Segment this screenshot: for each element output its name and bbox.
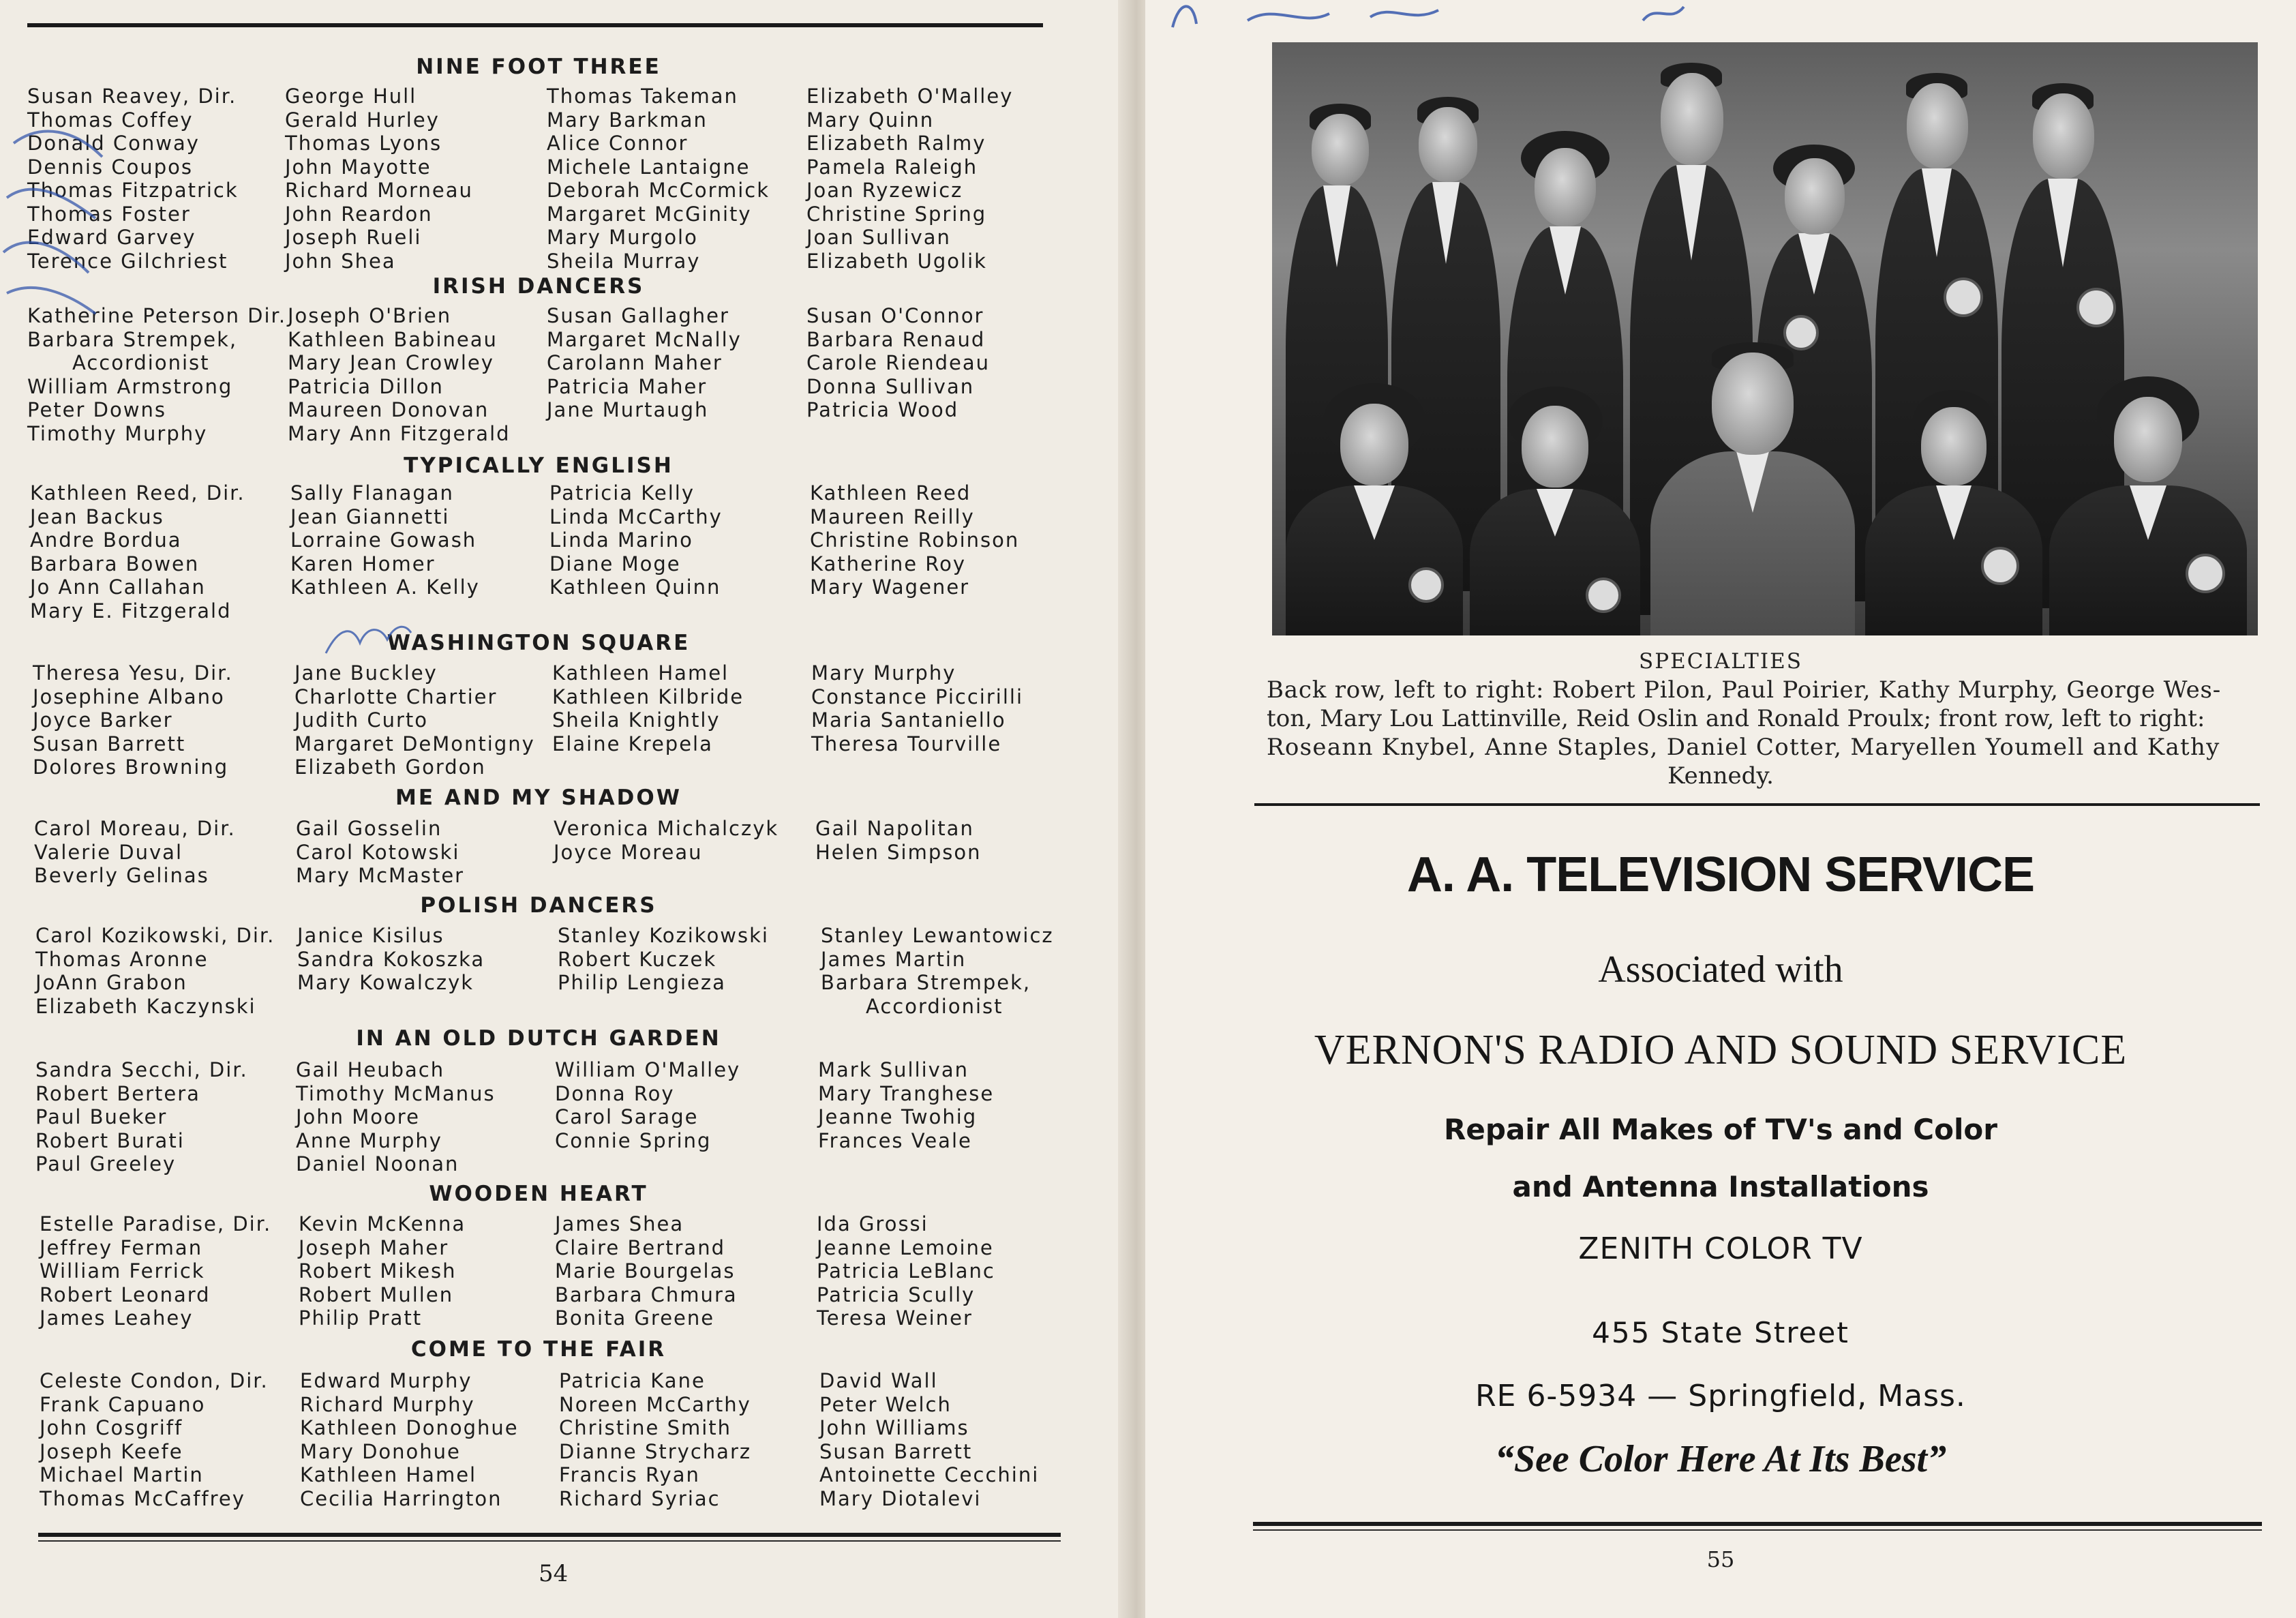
member-name: Beverly Gelinas xyxy=(34,864,209,887)
member-name: David Wall xyxy=(819,1369,938,1392)
member-name: Gail Gosselin xyxy=(296,817,442,840)
member-name: Kathleen Reed, Dir. xyxy=(30,481,245,505)
member-name: Susan Barrett xyxy=(819,1439,973,1463)
member-name: Margaret McGinity xyxy=(547,202,752,226)
member-name: Karen Homer xyxy=(290,552,436,575)
member-name: Dennis Coupos xyxy=(27,155,193,179)
member-name: Robert Bertera xyxy=(35,1081,200,1105)
section-title: NINE FOOT THREE xyxy=(416,55,661,79)
member-name: Katherine Peterson Dir. xyxy=(27,304,287,327)
member-name: Mary McMaster xyxy=(296,864,465,887)
member-name: Mary Diotalevi xyxy=(819,1486,982,1510)
name-column xyxy=(35,924,275,1018)
member-name: Maureen Donovan xyxy=(288,398,489,421)
member-name: Michele Lantaigne xyxy=(547,155,751,179)
member-name: Robert Kuczek xyxy=(558,947,717,971)
member-name: Richard Syriac xyxy=(559,1486,721,1510)
member-name: Kathleen Babineau xyxy=(288,327,498,351)
member-name: Joseph Maher xyxy=(299,1235,449,1259)
member-name: Mary Quinn xyxy=(806,108,935,132)
section-title: IRISH DANCERS xyxy=(432,274,645,299)
bottom-rule xyxy=(38,1533,1061,1537)
member-name: Ida Grossi xyxy=(817,1212,928,1235)
member-name: Robert Mullen xyxy=(299,1283,454,1306)
member-name: Peter Welch xyxy=(819,1392,952,1416)
bottom-rule-thin xyxy=(1253,1529,2262,1531)
member-name: George Hull xyxy=(285,85,417,108)
section-title: TYPICALLY ENGLISH xyxy=(404,453,674,478)
name-column xyxy=(811,661,1023,755)
member-name: Sandra Secchi, Dir. xyxy=(35,1058,248,1081)
member-name: Joyce Moreau xyxy=(554,840,703,864)
member-name: Susan Gallagher xyxy=(547,304,729,327)
member-name: Elizabeth Kaczynski xyxy=(35,994,256,1018)
member-name: Marie Bourgelas xyxy=(555,1259,736,1283)
member-name: Maria Santaniello xyxy=(811,708,1006,732)
member-name: Stanley Lewantowicz xyxy=(821,924,1054,947)
member-name: Donna Sullivan xyxy=(806,374,975,398)
person-front-5 xyxy=(2049,376,2247,635)
photo-caption-line-4: Kennedy. xyxy=(1667,762,1774,790)
ad-title: A. A. TELEVISION SERVICE xyxy=(1406,848,2035,902)
name-column xyxy=(818,1058,994,1152)
member-name: Antoinette Cecchini xyxy=(819,1463,1040,1486)
member-name: Patricia LeBlanc xyxy=(817,1259,995,1283)
member-name: Noreen McCarthy xyxy=(559,1392,751,1416)
bottom-rule xyxy=(1253,1522,2262,1526)
member-name: Judith Curto xyxy=(294,708,429,732)
member-name: Donald Conway xyxy=(27,132,200,155)
left-page xyxy=(0,0,1132,1618)
member-name: Lorraine Gowash xyxy=(290,528,477,552)
name-column xyxy=(30,481,245,623)
member-name: Elizabeth Ralmy xyxy=(806,132,986,155)
member-name: Mary Barkman xyxy=(547,108,708,132)
name-column xyxy=(547,85,770,273)
member-name: William O'Malley xyxy=(555,1058,741,1081)
member-name: Susan Barrett xyxy=(33,732,186,755)
handwritten-signature xyxy=(1166,0,1847,48)
member-name: Francis Ryan xyxy=(559,1463,700,1486)
member-name: Katherine Roy xyxy=(810,552,967,575)
member-name: Richard Morneau xyxy=(285,179,473,202)
right-page xyxy=(1145,0,2296,1618)
name-column xyxy=(806,85,1013,273)
name-column xyxy=(817,1212,995,1330)
member-name: Elizabeth Ugolik xyxy=(806,249,987,273)
handwritten-jane xyxy=(319,612,414,667)
name-column xyxy=(40,1369,269,1510)
member-name: Kathleen Quinn xyxy=(549,575,721,599)
member-name: Thomas McCaffrey xyxy=(40,1486,245,1510)
member-name: Gerald Hurley xyxy=(285,108,440,132)
member-name: Philip Lengieza xyxy=(558,971,726,994)
member-name: John Reardon xyxy=(285,202,433,226)
member-name: Theresa Yesu, Dir. xyxy=(33,661,233,685)
member-name: Terence Gilchriest xyxy=(27,249,228,273)
member-name: Kathleen Hamel xyxy=(552,661,729,685)
member-name: Mark Sullivan xyxy=(818,1058,969,1081)
member-name: Pamela Raleigh xyxy=(806,155,978,179)
member-name: John Cosgriff xyxy=(40,1416,183,1439)
member-name: Thomas Takeman xyxy=(547,85,738,108)
member-name: Bonita Greene xyxy=(555,1306,715,1330)
member-name: Elizabeth O'Malley xyxy=(806,85,1014,108)
member-name: Barbara Chmura xyxy=(555,1283,738,1306)
member-name: Margaret McNally xyxy=(547,327,742,351)
member-name: Gail Heubach xyxy=(296,1058,445,1081)
name-column xyxy=(290,481,480,599)
member-name: Paul Bueker xyxy=(35,1105,168,1128)
name-column xyxy=(806,304,990,422)
photo-caption-line-2: ton, Mary Lou Lattinville, Reid Oslin and Ronald Proulx; front row, left to right: xyxy=(1267,705,2205,732)
photo-caption-line-3: Roseann Knybel, Anne Staples, Daniel Cotter, Maryellen Youmell and Kathy xyxy=(1267,734,2220,761)
name-column xyxy=(810,481,1019,599)
member-name: JoAnn Grabon xyxy=(35,971,187,994)
member-name: Mary Murgolo xyxy=(547,226,698,249)
member-name: Mary Ann Fitzgerald xyxy=(288,421,511,445)
name-column xyxy=(35,1058,248,1176)
member-name: Mary Murphy xyxy=(811,661,956,685)
ad-repair-line-1: Repair All Makes of TV's and Color xyxy=(1444,1113,1997,1146)
member-name: Sheila Knightly xyxy=(552,708,721,732)
member-name: Kevin McKenna xyxy=(299,1212,466,1235)
member-name: Teresa Weiner xyxy=(817,1306,973,1330)
name-column xyxy=(549,481,723,599)
ad-associated: Associated with xyxy=(1598,948,1843,991)
member-name: Josephine Albano xyxy=(33,685,225,708)
member-name: Constance Piccirilli xyxy=(811,685,1024,708)
member-name: Timothy McManus xyxy=(296,1081,496,1105)
member-name: John Shea xyxy=(285,249,396,273)
member-name: Gail Napolitan xyxy=(815,817,974,840)
member-name: Jo Ann Callahan xyxy=(30,575,206,599)
member-name: Jeanne Twohig xyxy=(818,1105,978,1128)
member-name: Estelle Paradise, Dir. xyxy=(40,1212,272,1235)
member-name: Mary Donohue xyxy=(300,1439,461,1463)
member-name: Patricia Kane xyxy=(559,1369,706,1392)
member-name: Diane Moge xyxy=(549,552,681,575)
member-name: Stanley Kozikowski xyxy=(558,924,769,947)
person-front-3 xyxy=(1650,342,1855,635)
name-column xyxy=(296,817,464,888)
group-photo xyxy=(1272,42,2258,635)
section-title: WASHINGTON SQUARE xyxy=(387,631,691,655)
member-name: Mary Jean Crowley xyxy=(288,351,494,374)
member-name: Carole Riendeau xyxy=(806,351,990,374)
member-name: Robert Burati xyxy=(35,1128,185,1152)
member-name: Joan Ryzewicz xyxy=(806,179,963,202)
member-name: Joseph Rueli xyxy=(285,226,422,249)
ad-slogan: “See Color Here At Its Best” xyxy=(1494,1438,1947,1480)
member-name: James Martin xyxy=(821,947,967,971)
section-title: COME TO THE FAIR xyxy=(410,1337,667,1362)
name-column xyxy=(294,661,535,779)
name-column xyxy=(299,1212,466,1330)
member-name: Kathleen A. Kelly xyxy=(290,575,480,599)
member-name: Veronica Michalczyk xyxy=(554,817,779,840)
name-column xyxy=(821,924,1054,1018)
page-number: 54 xyxy=(539,1560,569,1587)
section-title: IN AN OLD DUTCH GARDEN xyxy=(356,1026,721,1051)
section-title: ME AND MY SHADOW xyxy=(395,785,682,810)
member-name: Jane Buckley xyxy=(294,661,438,685)
member-name: Philip Pratt xyxy=(299,1306,423,1330)
handwritten-scribble xyxy=(0,116,109,320)
member-name: John Williams xyxy=(819,1416,969,1439)
member-name: Sheila Murray xyxy=(547,249,701,273)
member-name: Thomas Coffey xyxy=(27,108,194,132)
member-name: James Shea xyxy=(555,1212,684,1235)
member-name: Helen Simpson xyxy=(815,840,982,864)
name-column xyxy=(552,661,744,755)
member-name: Paul Greeley xyxy=(35,1152,177,1175)
member-name: Robert Leonard xyxy=(40,1283,211,1306)
member-name: Carol Kozikowski, Dir. xyxy=(35,924,275,947)
member-name: Alice Connor xyxy=(547,132,689,155)
member-name: Claire Bertrand xyxy=(555,1235,725,1259)
member-name: Carol Moreau, Dir. xyxy=(34,817,236,840)
member-name: Kathleen Donoghue xyxy=(300,1416,519,1439)
member-name: Dolores Browning xyxy=(33,755,229,779)
name-column xyxy=(555,1058,740,1152)
name-column xyxy=(554,817,779,864)
member-name: Patricia Kelly xyxy=(549,481,695,505)
member-name: Susan Reavey, Dir. xyxy=(27,85,237,108)
member-name: Charlotte Chartier xyxy=(294,685,498,708)
name-column xyxy=(296,1058,496,1176)
member-name: Christine Spring xyxy=(806,202,987,226)
member-name: Accordionist xyxy=(866,994,1003,1018)
section-title: POLISH DANCERS xyxy=(420,893,657,918)
member-name: Donna Roy xyxy=(555,1081,675,1105)
member-name: Barbara Renaud xyxy=(806,327,986,351)
member-name: Margaret DeMontigny xyxy=(294,732,535,755)
photo-caption-title: SPECIALTIES xyxy=(1639,649,1802,674)
name-column xyxy=(27,304,286,445)
member-name: John Moore xyxy=(296,1105,420,1128)
caption-rule xyxy=(1254,803,2260,806)
member-name: Mary Tranghese xyxy=(818,1081,995,1105)
member-name: Timothy Murphy xyxy=(27,421,208,445)
member-name: Daniel Noonan xyxy=(296,1152,459,1175)
member-name: Sally Flanagan xyxy=(290,481,454,505)
member-name: Jeffrey Ferman xyxy=(40,1235,203,1259)
member-name: Thomas Lyons xyxy=(285,132,442,155)
name-column xyxy=(34,817,236,888)
member-name: Patricia Maher xyxy=(547,374,708,398)
member-name: Thomas Foster xyxy=(27,202,191,226)
ad-brand: ZENITH COLOR TV xyxy=(1578,1231,1863,1266)
member-name: Sandra Kokoszka xyxy=(297,947,485,971)
member-name: Maureen Reilly xyxy=(810,505,975,528)
member-name: Anne Murphy xyxy=(296,1128,442,1152)
name-column xyxy=(558,924,769,995)
member-name: Susan O'Connor xyxy=(806,304,984,327)
member-name: Kathleen Reed xyxy=(810,481,971,505)
name-column xyxy=(555,1212,738,1330)
name-column xyxy=(285,85,473,273)
member-name: Carolann Maher xyxy=(547,351,723,374)
member-name: John Mayotte xyxy=(285,155,432,179)
member-name: Peter Downs xyxy=(27,398,166,421)
member-name: Jeanne Lemoine xyxy=(817,1235,994,1259)
member-name: Elizabeth Gordon xyxy=(294,755,486,779)
member-name: Connie Spring xyxy=(555,1128,712,1152)
name-column xyxy=(547,304,742,422)
ad-repair-line-2: and Antenna Installations xyxy=(1512,1170,1929,1203)
member-name: William Ferrick xyxy=(40,1259,205,1283)
top-rule xyxy=(27,23,1043,27)
person-front-4 xyxy=(1865,390,2042,635)
member-name: Elaine Krepela xyxy=(552,732,713,755)
section-title: WOODEN HEART xyxy=(429,1182,648,1206)
member-name: Janice Kisilus xyxy=(297,924,444,947)
member-name: Edward Garvey xyxy=(27,226,196,249)
member-name: Edward Murphy xyxy=(300,1369,472,1392)
member-name: Thomas Fitzpatrick xyxy=(27,179,239,202)
member-name: Mary Kowalczyk xyxy=(297,971,474,994)
member-name: Joan Sullivan xyxy=(806,226,951,249)
ad-phone: RE 6-5934 — Springfield, Mass. xyxy=(1475,1379,1966,1413)
member-name: Jean Giannetti xyxy=(290,505,450,528)
member-name: Cecilia Harrington xyxy=(300,1486,502,1510)
member-name: Barbara Bowen xyxy=(30,552,200,575)
member-name: Patricia Dillon xyxy=(288,374,444,398)
ad-address: 455 State Street xyxy=(1592,1316,1849,1349)
member-name: Frances Veale xyxy=(818,1128,972,1152)
member-name: Jane Murtaugh xyxy=(547,398,709,421)
member-name: Carol Kotowski xyxy=(296,840,460,864)
member-name: Carol Sarage xyxy=(555,1105,699,1128)
member-name: Patricia Wood xyxy=(806,398,959,421)
member-name: Christine Robinson xyxy=(810,528,1020,552)
member-name: Kathleen Kilbride xyxy=(552,685,744,708)
member-name: Mary E. Fitzgerald xyxy=(30,599,232,623)
member-name: Dianne Strycharz xyxy=(559,1439,752,1463)
member-name: Jean Backus xyxy=(30,505,164,528)
member-name: Joyce Barker xyxy=(33,708,173,732)
member-name: Mary Wagener xyxy=(810,575,970,599)
name-column xyxy=(819,1369,1039,1510)
member-name: Joseph O'Brien xyxy=(288,304,452,327)
member-name: Kathleen Hamel xyxy=(300,1463,477,1486)
name-column xyxy=(559,1369,751,1510)
person-front-2 xyxy=(1470,387,1640,635)
member-name: Theresa Tourville xyxy=(811,732,1002,755)
member-name: Barbara Strempek, xyxy=(821,971,1031,994)
member-name: Patricia Scully xyxy=(817,1283,976,1306)
person-front-1 xyxy=(1286,383,1463,635)
bottom-rule-thin xyxy=(38,1540,1061,1542)
name-column xyxy=(288,304,511,445)
member-name: Deborah McCormick xyxy=(547,179,770,202)
ad-partner: VERNON'S RADIO AND SOUND SERVICE xyxy=(1314,1027,2128,1073)
photo-caption-line-1: Back row, left to right: Robert Pilon, Paul Poirier, Kathy Murphy, George Wes- xyxy=(1267,676,2222,704)
member-name: Joseph Keefe xyxy=(40,1439,183,1463)
member-name: Accordionist xyxy=(72,351,210,374)
member-name: Linda Marino xyxy=(549,528,693,552)
member-name: Andre Bordua xyxy=(30,528,182,552)
name-column xyxy=(300,1369,519,1510)
member-name: Valerie Duval xyxy=(34,840,183,864)
member-name: Frank Capuano xyxy=(40,1392,206,1416)
member-name: Richard Murphy xyxy=(300,1392,475,1416)
member-name: Christine Smith xyxy=(559,1416,732,1439)
name-column xyxy=(40,1212,271,1330)
name-column xyxy=(297,924,485,995)
member-name: William Armstrong xyxy=(27,374,233,398)
member-name: James Leahey xyxy=(40,1306,194,1330)
member-name: Barbara Strempek, xyxy=(27,327,238,351)
member-name: Robert Mikesh xyxy=(299,1259,457,1283)
name-column xyxy=(33,661,233,779)
member-name: Celeste Condon, Dir. xyxy=(40,1369,269,1392)
member-name: Thomas Aronne xyxy=(35,947,209,971)
name-column xyxy=(815,817,982,864)
page-number: 55 xyxy=(1706,1546,1735,1572)
member-name: Linda McCarthy xyxy=(549,505,723,528)
member-name: Michael Martin xyxy=(40,1463,204,1486)
